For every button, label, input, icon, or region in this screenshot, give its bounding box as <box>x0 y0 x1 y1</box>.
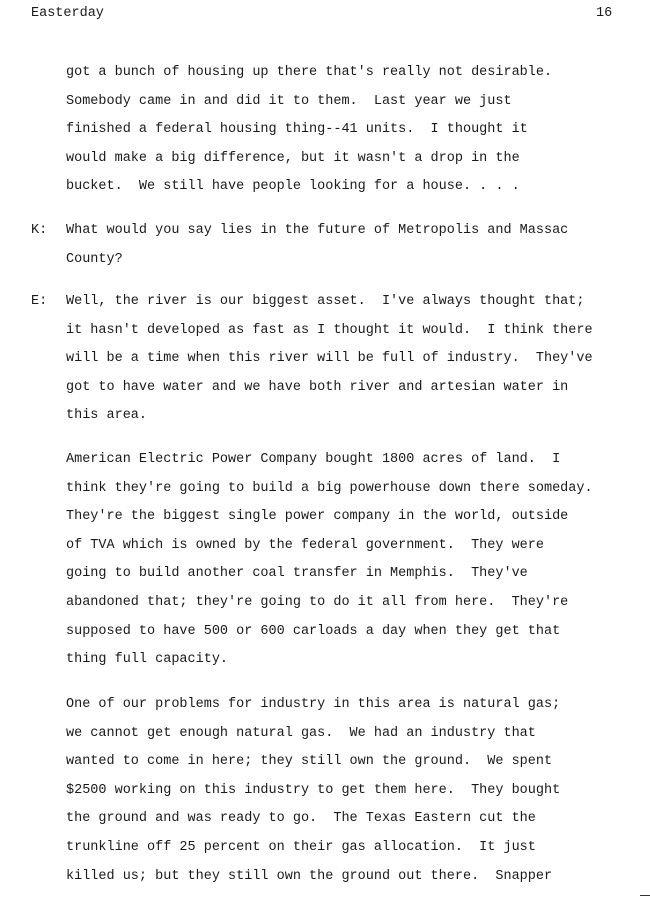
text-line: wanted to come in here; they still own the ground. We spent <box>66 754 553 770</box>
text-line: got a bunch of housing up there that's really not desirable. <box>66 65 553 80</box>
text-line: Well, the river is our biggest asset. I've always thought that; <box>66 294 585 309</box>
speaker-label-e: E: <box>31 294 48 309</box>
text-line: They're the biggest single power company in the world, outside <box>66 509 569 525</box>
text-line: County? <box>66 251 123 267</box>
text-line: What would you say lies in the future of Metropolis and Massac <box>66 223 569 238</box>
text-line: trunkline off 25 percent on their gas allocation. It just <box>66 839 536 855</box>
text-line: would make a big difference, but it wasn't a drop in the <box>66 150 520 166</box>
text-line: it hasn't developed as fast as I thought it would. I think there <box>66 322 593 338</box>
text-line: One of our problems for industry in this area is natural gas; <box>66 697 561 712</box>
text-line: bucket. We still have people looking for a house. . . . <box>66 179 520 195</box>
text-line: of TVA which is owned by the federal government. They were <box>66 537 544 553</box>
text-line: abandoned that; they're going to do it all from here. They're <box>66 594 569 610</box>
paragraph-2 <box>66 217 636 274</box>
text-line: American Electric Power Company bought 1800 acres of land. I <box>66 452 561 467</box>
text-line: will be a time when this river will be full of industry. They've <box>66 351 593 367</box>
text-line: this area. <box>66 408 148 424</box>
text-line: going to build another coal transfer in Memphis. They've <box>66 566 528 582</box>
text-line: $2500 working on this industry to get them here. They bought <box>66 782 561 798</box>
text-line: think they're going to build a big powerhouse down there someday. <box>66 480 593 496</box>
text-line: supposed to have 500 or 600 carloads a day when they get that <box>66 623 561 639</box>
page-number: 16 <box>596 6 613 21</box>
text-line: killed us; but they still own the ground out there. Snapper <box>66 868 553 884</box>
text-line: the ground and was ready to go. The Texas Eastern cut the <box>66 811 536 827</box>
text-line: Somebody came in and did it to them. Last year we just <box>66 93 512 109</box>
text-line: we cannot get enough natural gas. We had an industry that <box>66 725 536 741</box>
paragraph-5 <box>66 691 636 891</box>
paragraph-3 <box>66 288 636 431</box>
text-line: finished a federal housing thing--41 units. I thought it <box>66 122 528 138</box>
page-header-title: Easterday <box>31 6 104 21</box>
speaker-label-k: K: <box>31 223 48 238</box>
text-line: got to have water and we have both river and artesian water in <box>66 379 569 395</box>
text-line: thing full capacity. <box>66 652 229 668</box>
scan-edge-mark <box>640 895 650 896</box>
paragraph-1 <box>66 59 636 202</box>
paragraph-4 <box>66 446 636 675</box>
